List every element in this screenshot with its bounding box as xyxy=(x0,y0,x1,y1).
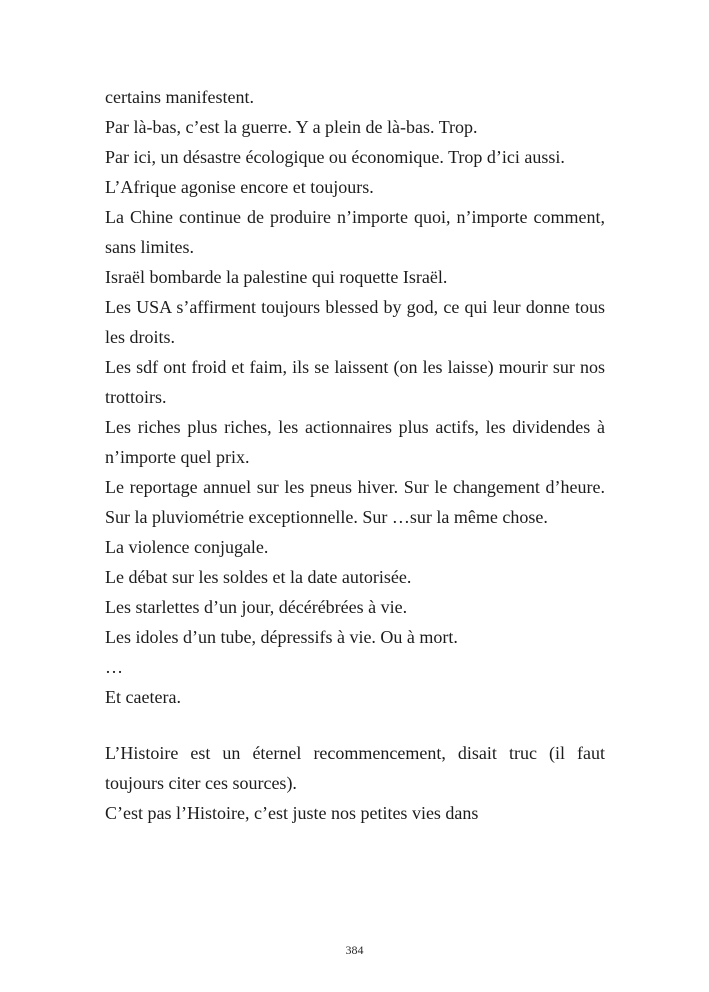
paragraph: C’est pas l’Histoire, c’est juste nos petites vies dans xyxy=(105,803,479,823)
paragraph: La violence conjugale. xyxy=(105,537,269,557)
paragraph: Le débat sur les soldes et la date autorisée. xyxy=(105,567,412,587)
paragraph: Les USA s’affirment toujours blessed by god, ce qui leur donne tous les droits. xyxy=(105,297,605,347)
paragraph: Les sdf ont froid et faim, ils se laissent (on les laisse) mourir sur nos trottoirs. xyxy=(105,357,605,407)
paragraph: Les starlettes d’un jour, décérébrées à vie. xyxy=(105,597,408,617)
paragraph: La Chine continue de produire n’importe quoi, n’importe comment, sans limites. xyxy=(105,207,605,257)
paragraph: Les riches plus riches, les actionnaires plus actifs, les dividendes à n’importe quel prix. xyxy=(105,417,605,467)
paragraph: Par là-bas, c’est la guerre. Y a plein de là-bas. Trop. xyxy=(105,117,478,137)
paragraph: Les idoles d’un tube, dépressifs à vie. Ou à mort. xyxy=(105,627,458,647)
text-body xyxy=(105,82,605,828)
paragraph: Le reportage annuel sur les pneus hiver. Sur le changement d’heure. Sur la pluviométrie exceptionnelle. Sur …sur la même chose. xyxy=(105,477,605,527)
paragraph: Et caetera. xyxy=(105,687,181,707)
paragraph: Israël bombarde la palestine qui roquette Israël. xyxy=(105,267,448,287)
paragraph: … xyxy=(105,657,123,677)
paragraph: Par ici, un désastre écologique ou économique. Trop d’ici aussi. xyxy=(105,147,565,167)
paragraph: L’Histoire est un éternel recommencement, disait truc (il faut toujours citer ces sources). xyxy=(105,743,605,793)
paragraph: L’Afrique agonise encore et toujours. xyxy=(105,177,374,197)
paragraph: certains manifestent. xyxy=(105,87,254,107)
page-number: 384 xyxy=(345,943,364,957)
